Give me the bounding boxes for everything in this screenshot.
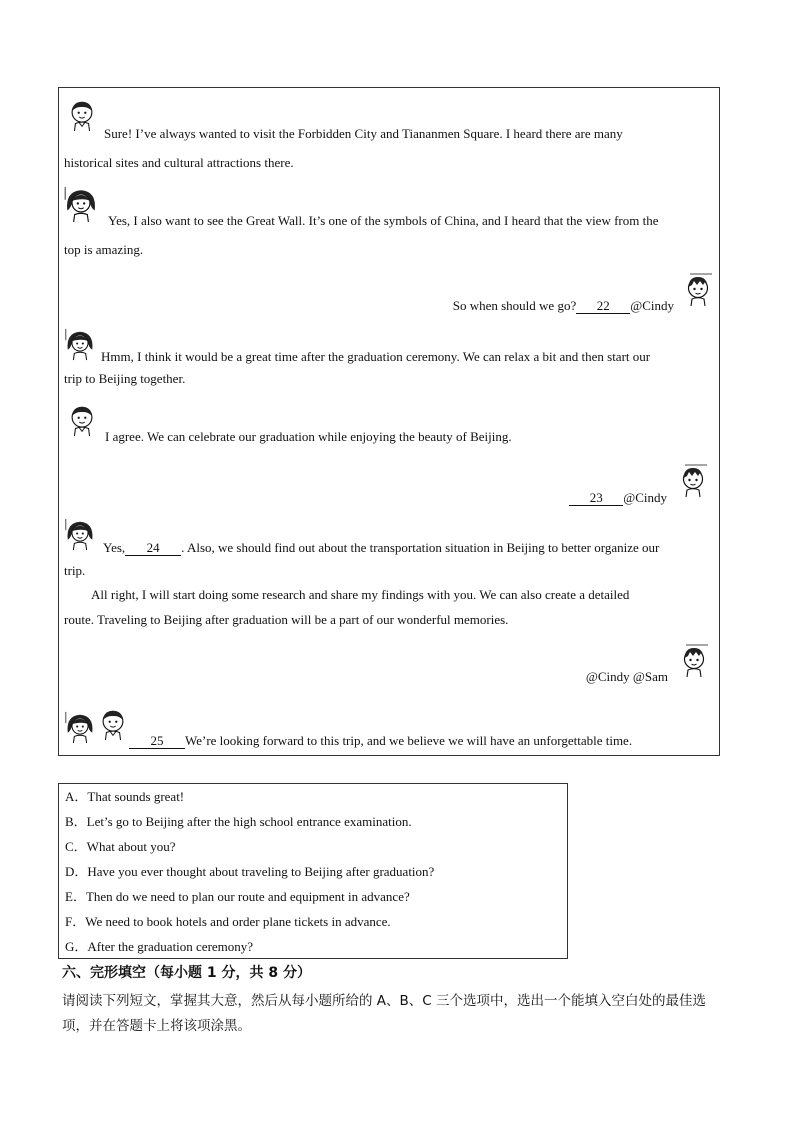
option-d: D．Have you ever thought about traveling to Beijing after graduation? bbox=[65, 864, 435, 879]
boy-cartoon-icon bbox=[97, 708, 129, 742]
speaker-cartoon-icon bbox=[675, 462, 709, 498]
boy-cartoon-icon bbox=[66, 404, 98, 438]
dialogue-line-right: @Cindy @Sam bbox=[585, 669, 668, 684]
dialogue-line: Yes, I also want to see the Great Wall. It’s one of the symbols of China, and I heard that the view from the bbox=[108, 213, 659, 228]
dialogue-text: We’re looking forward to this trip, and we believe we will have an unforgettable time. bbox=[185, 733, 633, 748]
dialogue-line: trip to Beijing together. bbox=[64, 371, 186, 386]
boy-cartoon-icon bbox=[66, 99, 98, 133]
dialogue-line: top is amazing. bbox=[64, 242, 144, 257]
answer-blank-24[interactable]: 24 bbox=[125, 541, 181, 556]
dialogue-line bbox=[103, 540, 659, 556]
dialogue-line: trip. bbox=[64, 563, 86, 578]
girl-cartoon-icon bbox=[63, 710, 97, 744]
section-title: 六、完形填空（每小题 1 分，共 8 分） bbox=[62, 965, 311, 981]
section-instruction: 请阅读下列短文，掌握其大意，然后从每小题所给的 A、B、C 三个选项中，选出一个能填入空白处的最佳选 bbox=[62, 993, 707, 1009]
dialogue-line bbox=[129, 733, 632, 749]
section-instruction: 项，并在答题卡上将该项涂黑。 bbox=[62, 1018, 251, 1034]
option-e: E．Then do we need to plan our route and equipment in advance? bbox=[65, 889, 410, 904]
dialogue-line: route. Traveling to Beijing after graduation will be a part of our wonderful memories. bbox=[64, 612, 509, 627]
dialogue-line: Sure! I’ve always wanted to visit the Forbidden City and Tiananmen Square. I heard there are many bbox=[104, 126, 623, 141]
girl-cartoon-icon bbox=[63, 517, 97, 551]
dialogue-line: Hmm, I think it would be a great time after the graduation ceremony. We can relax a bit and then start our bbox=[101, 349, 651, 364]
option-f: F．We need to book hotels and order plane tickets in advance. bbox=[65, 914, 391, 929]
speaker-tag: @Cindy bbox=[630, 298, 674, 313]
dialogue-text: . Also, we should find out about the transportation situation in Beijing to better organize our bbox=[181, 540, 660, 555]
options-box bbox=[58, 783, 568, 959]
dialogue-line-right bbox=[453, 298, 674, 314]
answer-blank-23[interactable]: 23 bbox=[569, 491, 623, 506]
option-b: B．Let’s go to Beijing after the high school entrance examination. bbox=[65, 814, 412, 829]
girl-cartoon-icon bbox=[63, 185, 99, 223]
option-g: G．After the graduation ceremony? bbox=[65, 939, 254, 954]
dialogue-line: All right, I will start doing some research and share my findings with you. We can also create a detailed bbox=[91, 587, 630, 602]
answer-blank-22[interactable]: 22 bbox=[576, 299, 630, 314]
speaker-cartoon-icon bbox=[680, 271, 714, 307]
option-a: A．That sounds great! bbox=[65, 789, 185, 804]
dialogue-text: Yes, bbox=[103, 540, 126, 555]
girl-cartoon-icon bbox=[63, 327, 97, 361]
dialogue-box bbox=[58, 87, 720, 756]
dialogue-text: So when should we go? bbox=[452, 298, 577, 313]
speaker-tag: @Cindy bbox=[623, 490, 667, 505]
option-c: C．What about you? bbox=[65, 839, 176, 854]
dialogue-line: I agree. We can celebrate our graduation while enjoying the beauty of Beijing. bbox=[105, 429, 512, 444]
answer-blank-25[interactable]: 25 bbox=[129, 734, 185, 749]
dialogue-line-right bbox=[569, 490, 667, 506]
dialogue-line: historical sites and cultural attractions there. bbox=[64, 155, 294, 170]
speaker-cartoon-icon bbox=[676, 642, 710, 678]
